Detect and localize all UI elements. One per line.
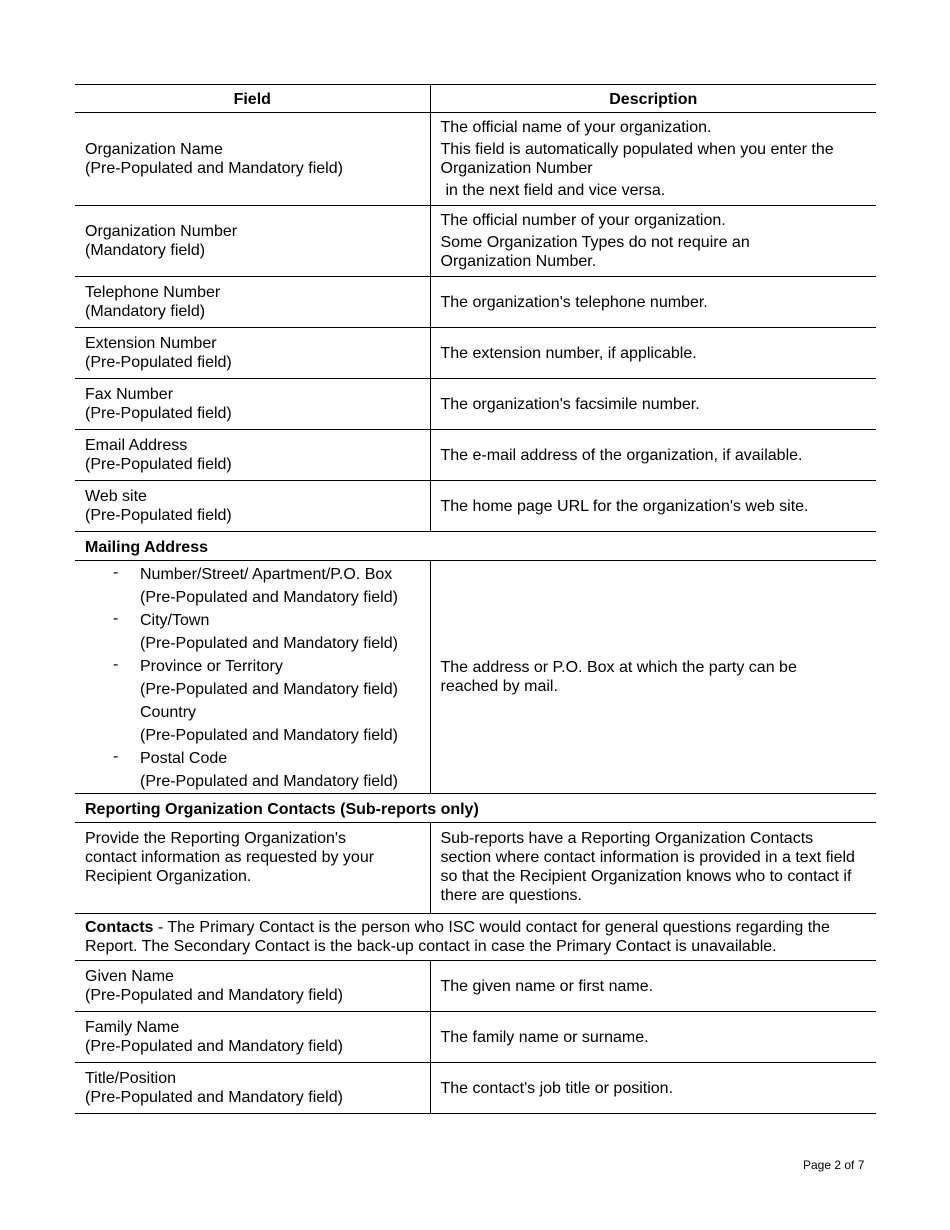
list-item-label: City/Town — [140, 612, 210, 629]
contacts-heading-text: - The Primary Contact is the person who ISC would contact for general questions regarding the Report. The Secondary Contact is the back-up contact in case the Primary Contact is unavailable. — [85, 919, 830, 955]
description-cell: Sub-reports have a Reporting Organization Contacts section where contact information is provided in a text field so that the Recipient Organization knows who to contact if there are questions. — [430, 823, 876, 914]
field-note: (Pre-Populated and Mandatory field) — [85, 1038, 343, 1055]
field-cell — [75, 430, 430, 481]
field-note: (Pre-Populated field) — [85, 405, 232, 422]
section-row — [75, 794, 876, 823]
field-label: Family Name — [85, 1019, 180, 1036]
description-cell — [430, 113, 876, 206]
table-row — [75, 328, 876, 379]
section-row — [75, 914, 876, 961]
description-cell: The extension number, if applicable. — [430, 328, 876, 379]
field-label: Web site — [85, 488, 147, 505]
field-label: Organization Name — [85, 141, 223, 158]
description-cell: The family name or surname. — [430, 1012, 876, 1063]
description-cell: The organization's telephone number. — [430, 277, 876, 328]
field-cell — [75, 277, 430, 328]
field-label: Given Name — [85, 968, 174, 985]
description-text: The official name of your organization. — [440, 119, 712, 136]
field-cell — [75, 328, 430, 379]
section-heading-mailing: Mailing Address — [75, 532, 876, 561]
list-item-label: Postal Code — [140, 750, 228, 767]
field-cell — [75, 206, 430, 277]
table-row — [75, 113, 876, 206]
dash-marker: - — [113, 748, 119, 765]
field-cell — [75, 1012, 430, 1063]
list-item-note: (Pre-Populated and Mandatory field) — [140, 589, 398, 606]
description-cell: The address or P.O. Box at which the party can be reached by mail. — [430, 561, 876, 794]
table-row — [75, 277, 876, 328]
header-description: Description — [430, 85, 876, 113]
field-cell — [75, 961, 430, 1012]
field-label: Organization Number — [85, 223, 238, 240]
field-label: Email Address — [85, 437, 188, 454]
field-note: (Pre-Populated field) — [85, 354, 232, 371]
list-item-note: (Pre-Populated and Mandatory field) — [140, 681, 398, 698]
description-cell: The organization's facsimile number. — [430, 379, 876, 430]
list-item — [85, 563, 420, 609]
description-text: The official number of your organization. — [440, 212, 726, 229]
field-label: Fax Number — [85, 386, 174, 403]
table-row — [75, 481, 876, 532]
description-cell: The contact's job title or position. — [430, 1063, 876, 1114]
section-heading-contacts — [75, 914, 876, 961]
dash-marker: - — [113, 656, 119, 673]
contacts-heading-bold: Contacts — [85, 919, 154, 936]
field-note: (Pre-Populated field) — [85, 456, 232, 473]
mailing-address-list — [85, 563, 420, 793]
field-cell — [75, 561, 430, 794]
list-item — [85, 609, 420, 655]
description-cell: The e-mail address of the organization, if available. — [430, 430, 876, 481]
field-cell — [75, 481, 430, 532]
list-item-note: (Pre-Populated and Mandatory field) — [140, 727, 398, 744]
field-label: Title/Position — [85, 1070, 176, 1087]
description-cell — [430, 206, 876, 277]
table-row — [75, 430, 876, 481]
table-row — [75, 379, 876, 430]
page-number: Page 2 of 7 — [803, 1158, 865, 1172]
table-row — [75, 1012, 876, 1063]
field-label: Extension Number — [85, 335, 217, 352]
field-description-table — [75, 84, 876, 1114]
list-item-note: (Pre-Populated and Mandatory field) — [140, 773, 398, 790]
list-item-label: Province or Territory — [140, 658, 283, 675]
list-item — [85, 655, 420, 701]
list-item-note: (Pre-Populated and Mandatory field) — [140, 635, 398, 652]
list-item-label: Country — [140, 704, 197, 721]
table-row — [75, 961, 876, 1012]
description-text: in the next field and vice versa. — [445, 182, 666, 199]
field-cell — [75, 1063, 430, 1114]
section-heading-reporting: Reporting Organization Contacts (Sub-reports only) — [75, 794, 876, 823]
header-field: Field — [75, 85, 430, 113]
description-cell: The given name or first name. — [430, 961, 876, 1012]
table-header-row — [75, 85, 876, 113]
dash-marker: - — [113, 610, 119, 627]
field-note: (Pre-Populated field) — [85, 507, 232, 524]
field-note: (Pre-Populated and Mandatory field) — [85, 160, 343, 177]
field-note: (Pre-Populated and Mandatory field) — [85, 987, 343, 1004]
field-note: (Mandatory field) — [85, 242, 206, 259]
table-row — [75, 206, 876, 277]
field-note: (Mandatory field) — [85, 303, 206, 320]
field-note: (Pre-Populated and Mandatory field) — [85, 1089, 343, 1106]
list-item — [85, 701, 420, 747]
dash-marker: - — [113, 564, 119, 581]
table-row — [75, 561, 876, 794]
table-row — [75, 823, 876, 914]
field-cell — [75, 379, 430, 430]
table-row — [75, 1063, 876, 1114]
section-row — [75, 532, 876, 561]
description-text: Some Organization Types do not require an Organization Number. — [440, 234, 750, 270]
description-text: This field is automatically populated when you enter the Organization Number — [440, 141, 834, 177]
description-cell: The home page URL for the organization's web site. — [430, 481, 876, 532]
field-cell: Provide the Reporting Organization's contact information as requested by your Recipient Organization. — [75, 823, 430, 914]
field-cell — [75, 113, 430, 206]
field-label: Telephone Number — [85, 284, 221, 301]
list-item — [85, 747, 420, 793]
list-item-label: Number/Street/ Apartment/P.O. Box — [140, 566, 393, 583]
